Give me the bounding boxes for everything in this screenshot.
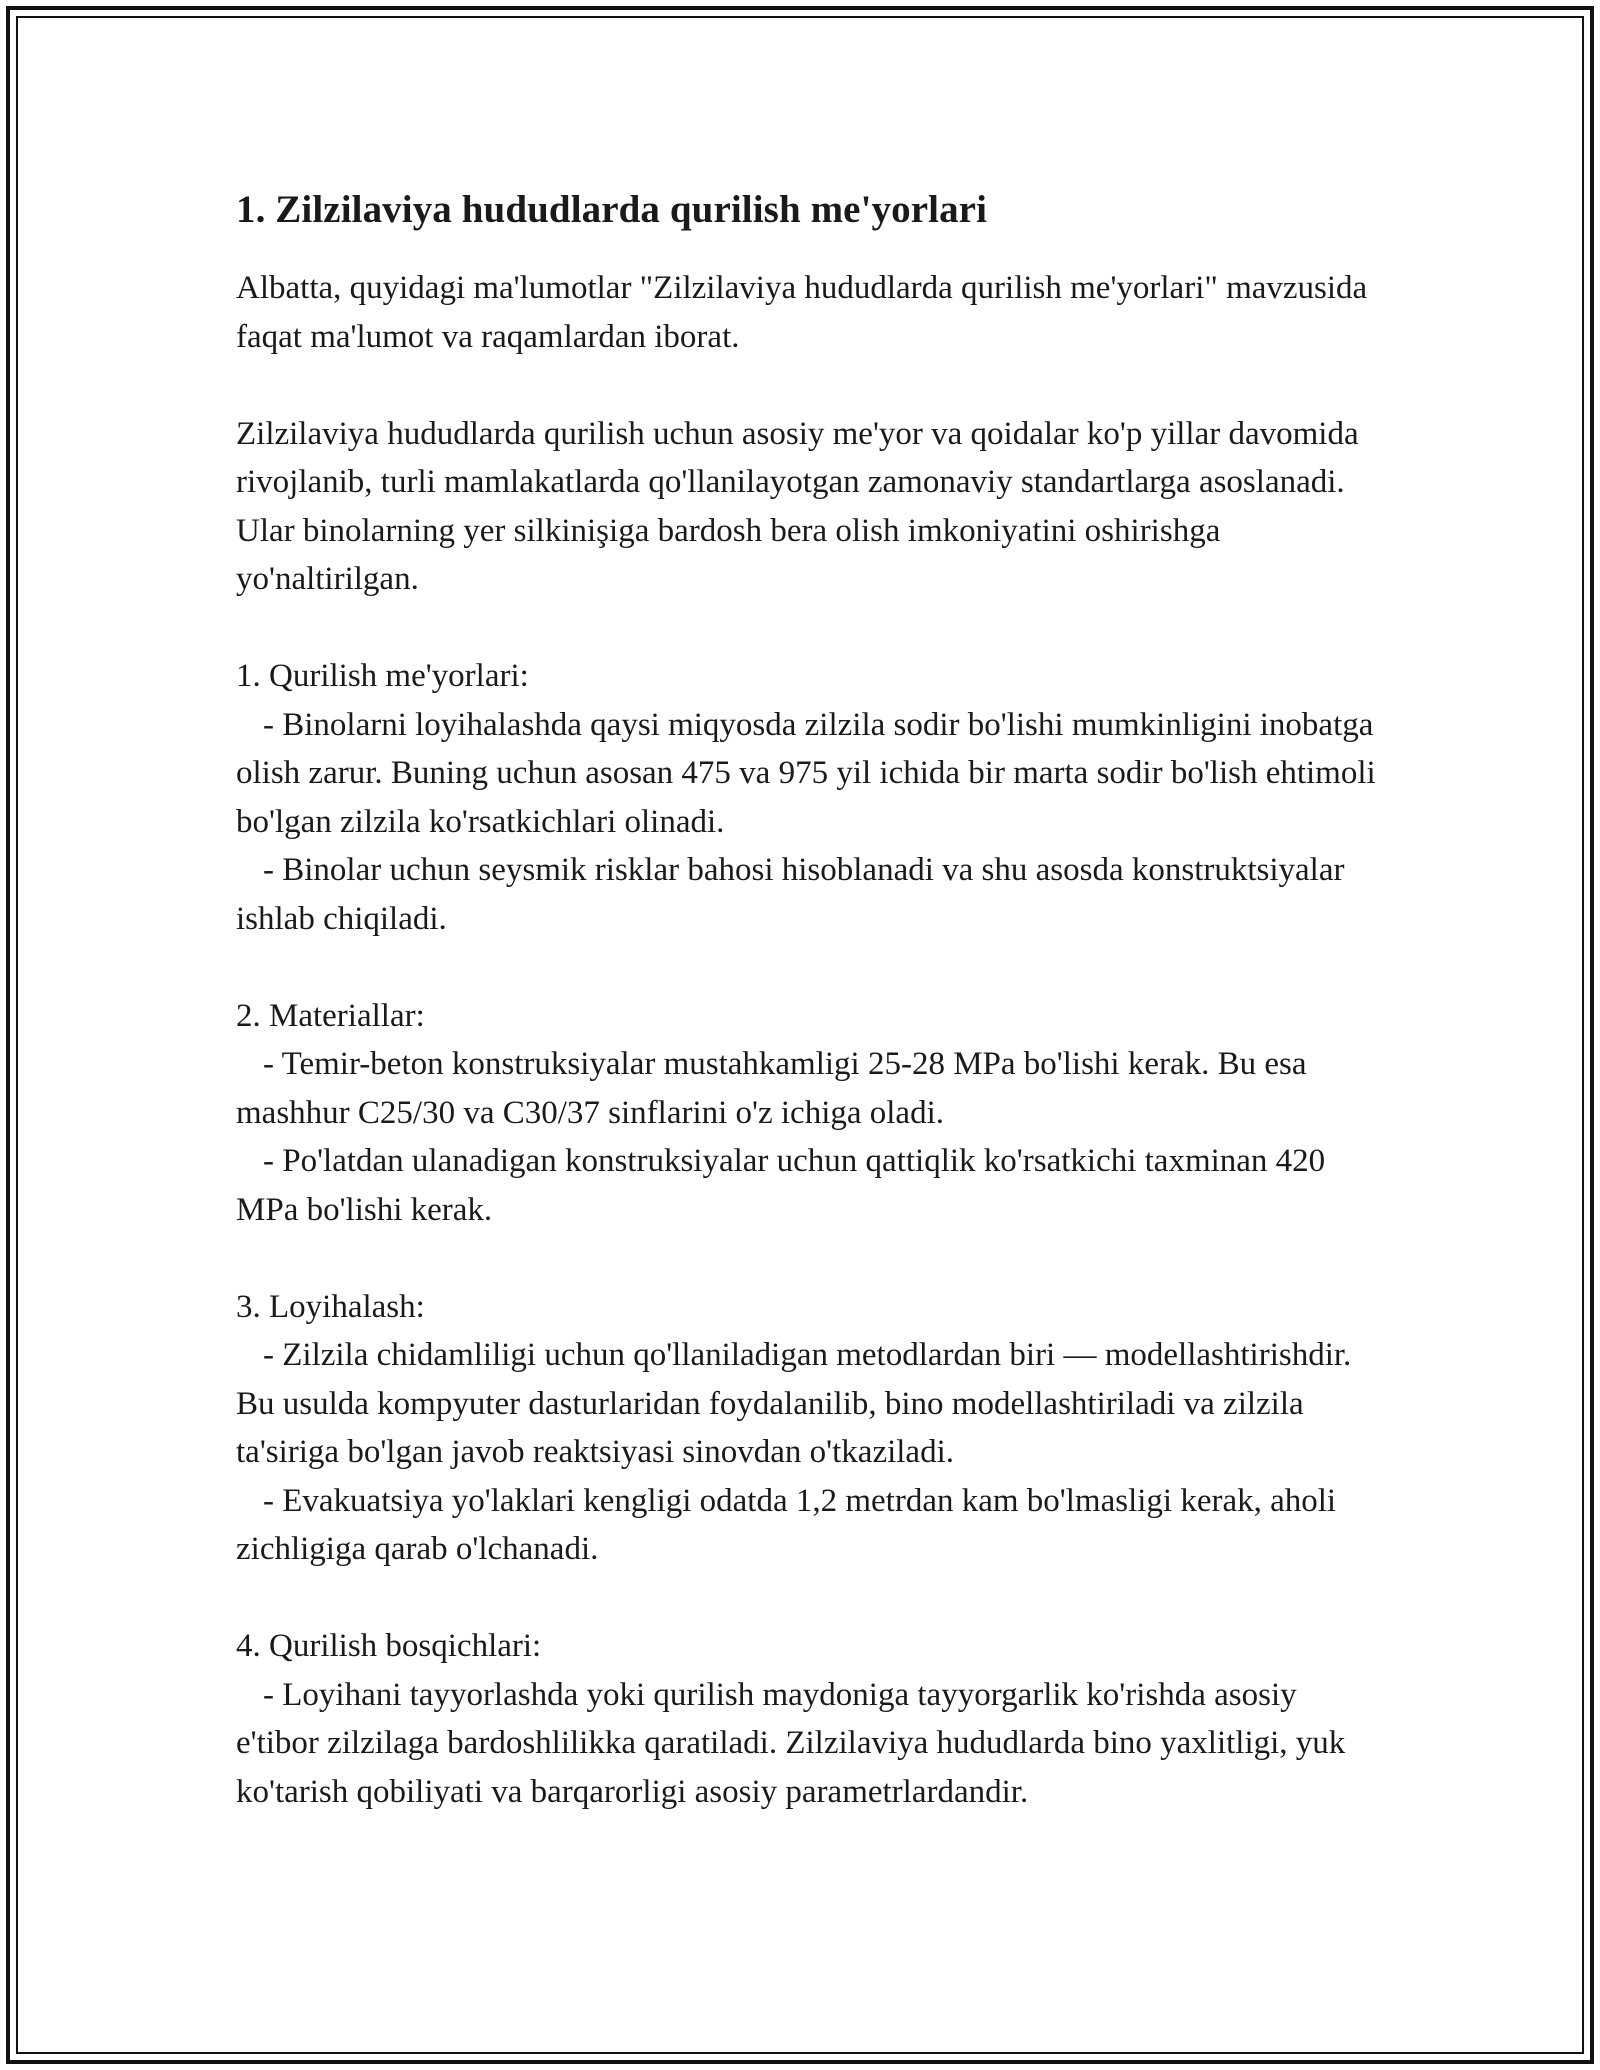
- bullet-text: - Binolarni loyihalashda qaysi miqyosda zilzila sodir bo'lishi mumkinligini inobatga olish zarur. Buning uchun asosan 475 va 975 yil ichida bir marta sodir bo'lish ehtimoli bo'lgan zilzila ko'rsatkichlari olinadi.: [236, 706, 1376, 840]
- section-heading: 2. Materiallar:: [236, 997, 425, 1034]
- bullet-item: [236, 701, 1376, 847]
- paragraph-gap: [236, 943, 1376, 992]
- bullet-item: [236, 1040, 1376, 1137]
- bullet-text: - Evakuatsiya yo'laklari kengligi odatda 1,2 metrdan kam bo'lmasligi kerak, aholi zichligiga qarab o'lchanadi.: [236, 1482, 1337, 1567]
- bullet-item: [236, 846, 1376, 943]
- section-construction-stages: [236, 1622, 1376, 1816]
- paragraph-gap: [236, 604, 1376, 653]
- paragraph-gap: [236, 1234, 1376, 1283]
- intro-paragraph: Albatta, quyidagi ma'lumotlar "Zilzilaviya hududlarda qurilish me'yorlari" mavzusida faqat ma'lumot va raqamlardan iborat.: [236, 270, 1376, 355]
- bullet-text: - Po'latdan ulanadigan konstruksiyalar uchun qattiqlik ko'rsatkichi taxminan 420 MPa bo'lishi kerak.: [236, 1143, 1326, 1228]
- bullet-item: [236, 1331, 1376, 1477]
- document-title: 1. Zilzilaviya hududlarda qurilish me'yorlari: [236, 188, 988, 231]
- document-body: [236, 186, 1376, 1816]
- bullet-text: - Temir-beton konstruksiyalar mustahkamligi 25-28 MPa bo'lishi kerak. Bu esa mashhur C25/30 va C30/37 sinflarini o'z ichiga oladi.: [236, 1046, 1307, 1131]
- section-heading: 3. Loyihalash:: [236, 1288, 425, 1325]
- bullet-item: [236, 1671, 1376, 1817]
- bullet-item: [236, 1137, 1376, 1234]
- section-design: [236, 1283, 1376, 1574]
- section-materials: [236, 992, 1376, 1235]
- bullet-text: - Zilzila chidamliligi uchun qo'llaniladigan metodlardan biri — modellashtirishdir. Bu usulda kompyuter dasturlaridan foydalanilib, bino modellashtiriladi va zilzila ta'siriga bo'lgan javob reaktsiyasi sinovdan o'tkaziladi.: [236, 1337, 1352, 1470]
- section-heading: 1. Qurilish me'yorlari:: [236, 658, 529, 694]
- bullet-item: [236, 1477, 1376, 1574]
- bullet-text: - Binolar uchun seysmik risklar bahosi hisoblanadi va shu asosda konstruktsiyalar ishlab chiqiladi.: [236, 852, 1345, 937]
- paragraph-gap: [236, 1574, 1376, 1623]
- bullet-text: - Loyihani tayyorlashda yoki qurilish maydoniga tayyorgarlik ko'rishda asosiy e'tibor zilzilaga bardoshlilikka qaratiladi. Zilzilaviya hududlarda bino yaxlitligi, yuk ko'tarish qobiliyati va barqarorligi asosiy parametrlardandir.: [236, 1676, 1346, 1810]
- overview-paragraph: Zilzilaviya hududlarda qurilish uchun asosiy me'yor va qoidalar ko'p yillar davomida rivojlanib, turli mamlakatlarda qo'llanilayotgan zamonaviy standartlarga asoslanadi. Ular binolarning yer silkinişiga bardosh bera olish imkoniyatini oshirishga yo'naltirilgan.: [236, 415, 1367, 597]
- section-heading: 4. Qurilish bosqichlari:: [236, 1628, 542, 1664]
- section-building-norms: [236, 652, 1376, 943]
- paragraph-gap: [236, 361, 1376, 410]
